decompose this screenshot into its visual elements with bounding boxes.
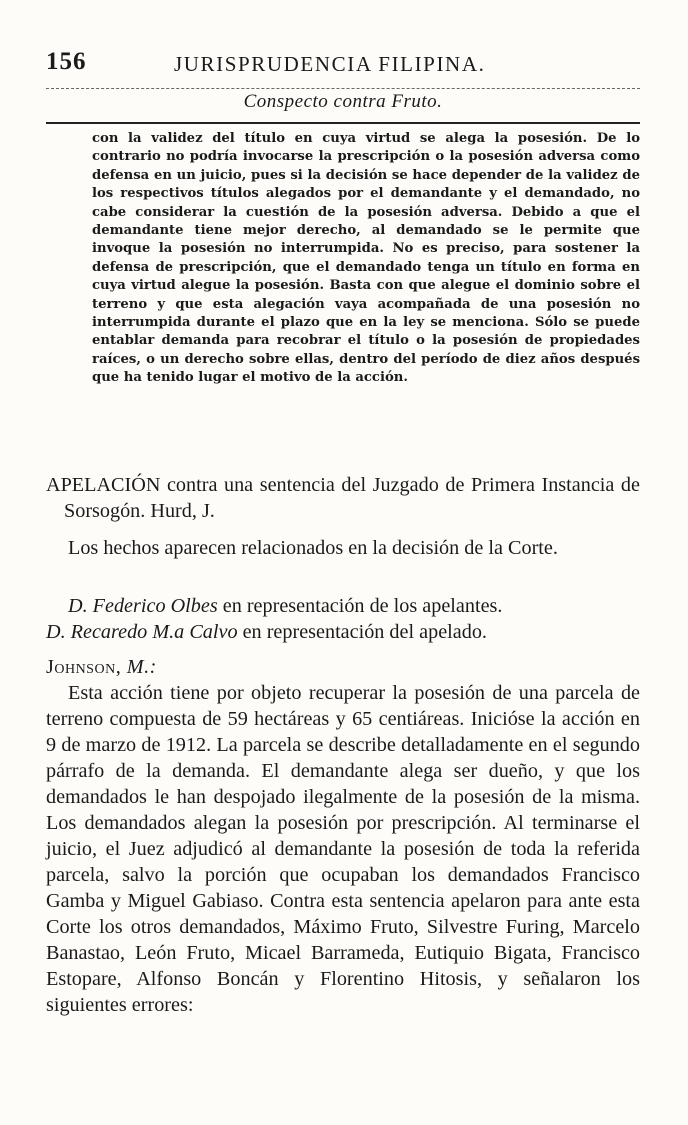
header-divider: [46, 122, 640, 124]
header-rule: [46, 88, 640, 89]
justice-name: Johnson,: [46, 656, 122, 678]
running-title: JURISPRUDENCIA FILIPINA.: [174, 52, 486, 76]
appellants-counsel-role: en representación de los apelantes.: [222, 595, 503, 617]
page-number: 156: [46, 48, 87, 75]
appellants-counsel-name: D. Federico Olbes: [68, 595, 218, 617]
page-header: [46, 48, 640, 88]
case-subtitle: Conspecto contra Fruto.: [243, 91, 443, 112]
appellee-counsel-role: en representación del apelado.: [242, 621, 487, 643]
justice-title: M.:: [126, 656, 157, 678]
appellee-counsel-name: D. Recaredo M.a Calvo: [46, 621, 238, 643]
appeal-line: APELACIÓN contra una sentencia del Juzgado de Primera Instancia de Sorsogón. Hurd, J.: [46, 474, 640, 522]
syllabus-paragraph: con la validez del título en cuya virtud se alega la posesión. De lo contrario no podría invocarse la prescripción o la posesión adversa como defensa en un juicio, pues si la decisión se hace depender de la validez de los respectivos títulos alegados por el demandante y el demandado, no cabe considerar la cuestión de la posesión adversa. Debido a que el demandante tiene mejor derecho, al demandado se le permite que invoque la posesión no interrumpida. No es preciso, para sostener la defensa de prescripción, que el demandado tenga un título en forma en cuya virtud alegue la posesión. Basta con que alegue el dominio sobre el terreno y que esta alegación vaya acompañada de una posesión no interrumpida durante el plazo que en la ley se menciona. Sólo se puede entablar demanda para recobrar el título o la posesión de propiedades raíces, o un derecho sobre ellas, dentro del período de diez años después que ha tenido lugar el motivo de la acción.: [92, 131, 640, 386]
justice-line: [46, 654, 640, 680]
opinion-paragraph: Esta acción tiene por objeto recuperar la posesión de una parcela de terreno compuesta de 59 hectáreas y 65 centiáreas. Inicióse la acción en 9 de marzo de 1912. La parcela se describe detalladamente en el segundo párrafo de la demanda. El demandante alega ser dueño, y que los demandados le han despojado ilegalmente de la posesión de la misma. Los demandados alegan la posesión por prescripción. Al terminarse el juicio, el Juez adjudicó al demandante la posesión de toda la referida parcela, salvo la porción que ocupaban los demandados Francisco Gamba y Miguel Gabiaso. Contra esta sentencia apelaron para ante esta Corte los otros demandados, Máximo Fruto, Silvestre Furing, Marcelo Banastao, León Fruto, Micael Barrameda, Eutiquio Bigata, Francisco Estopare, Alfonso Boncán y Florentino Hitosis, y señalaron los siguientes errores:: [46, 682, 640, 1016]
facts-paragraph: Los hechos aparecen relacionados en la decisión de la Corte.: [68, 537, 558, 559]
counsel-block: [46, 593, 640, 645]
